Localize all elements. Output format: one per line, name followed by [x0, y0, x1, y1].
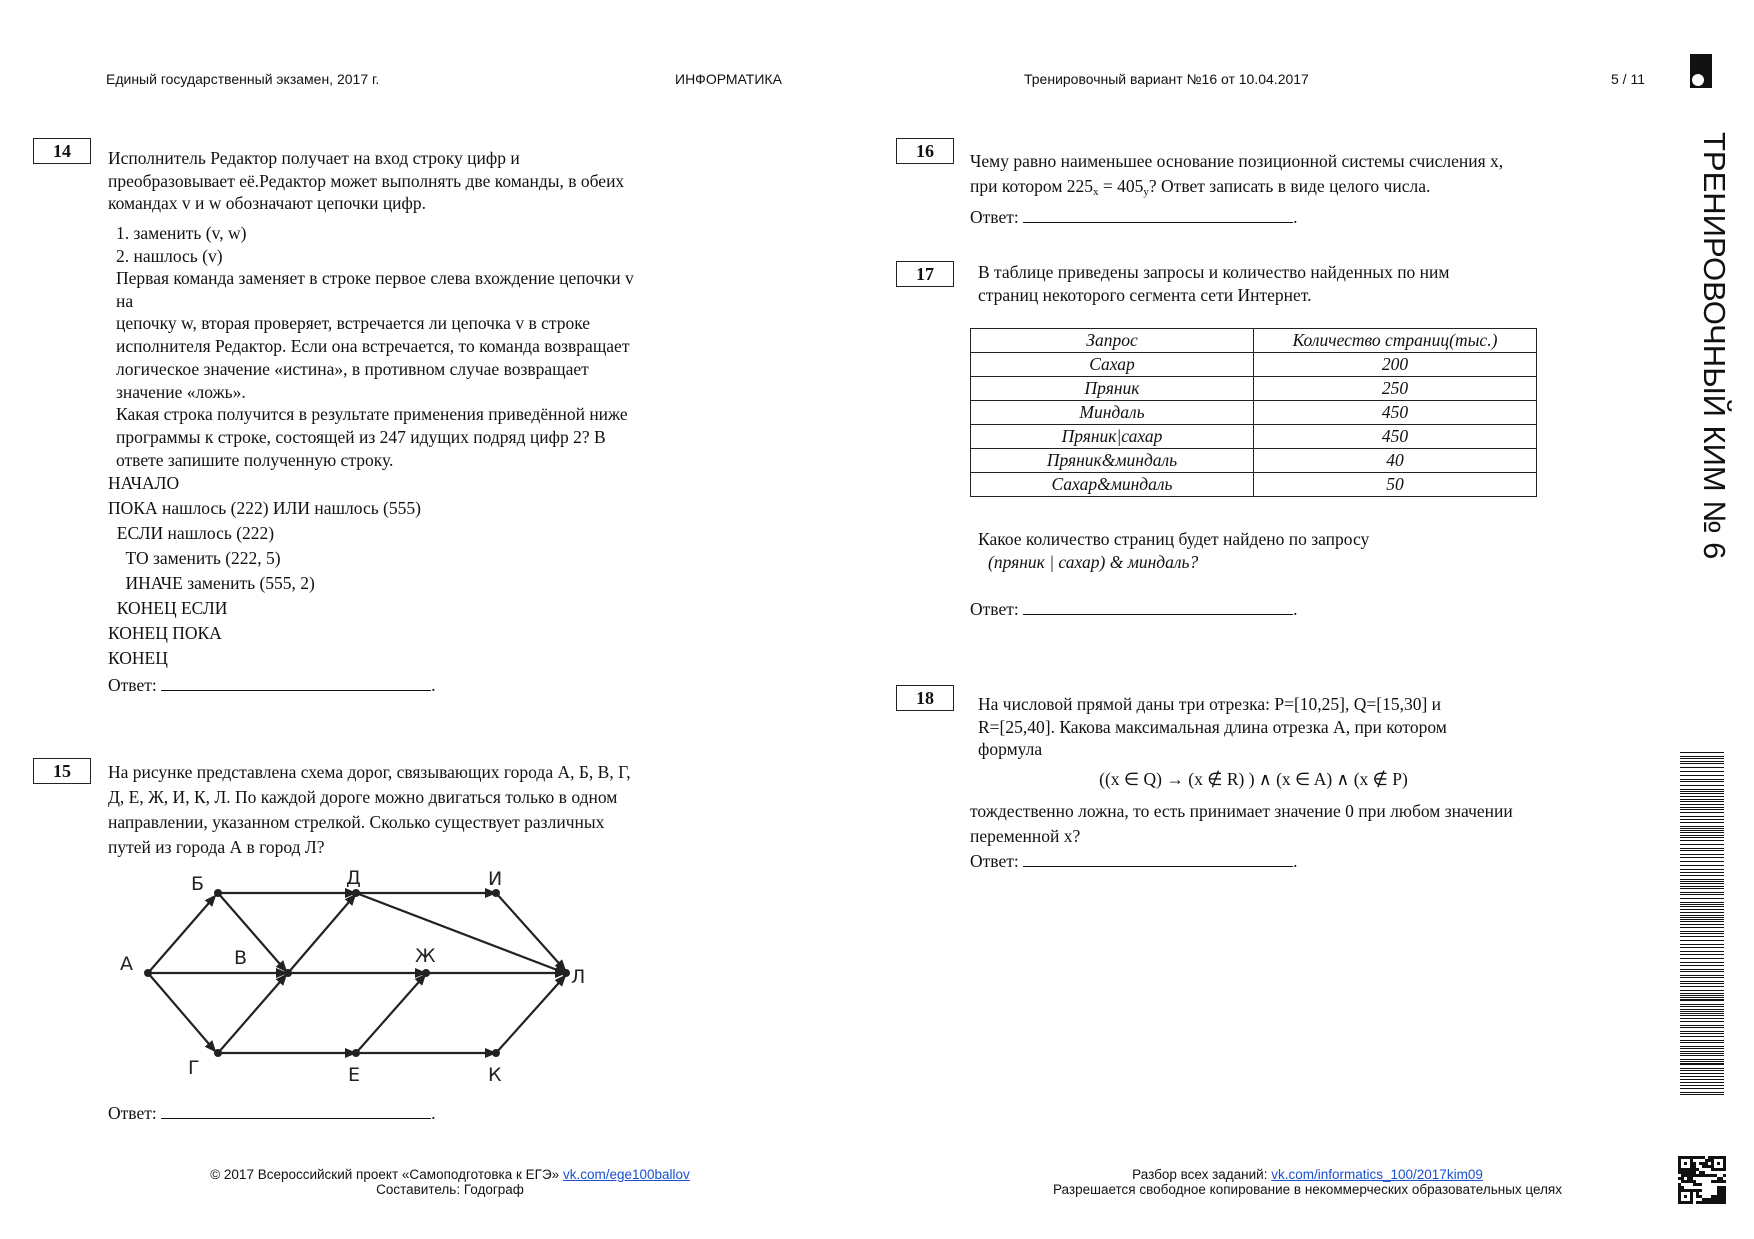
q17-query: (пряник | сахар) & миндаль? [988, 551, 1199, 572]
question-number-17: 17 [896, 261, 954, 287]
q17-answer: Ответ: . [970, 599, 1298, 619]
table-row: Сахар&миндаль 50 [971, 473, 1537, 497]
q16-text: Чему равно наименьшее основание позиционной системы счисления x, при котором $225_x = 405_y$? Ответ записать в виде целого числа. Ответ: . [970, 151, 1504, 227]
q16-answer-field[interactable] [1023, 208, 1293, 223]
q18-answer-field[interactable] [1023, 852, 1293, 867]
q17-answer-field[interactable] [1023, 600, 1293, 615]
q14-program: НАЧАЛО ПОКА нашлось (222) ИЛИ нашлось (555) ЕСЛИ нашлось (222) ТО заменить (222, 5) ИНАЧЕ заменить (555, 2) КОНЕЦ ЕСЛИ КОНЕЦ ПОКА КОНЕЦ [108, 473, 421, 668]
node-e-label: Е [348, 1064, 361, 1086]
node-b-label: Б [191, 873, 205, 895]
q14-commands: 1. заменить (v, w) 2. нашлось (v) [116, 223, 247, 266]
question-number-18: 18 [896, 685, 954, 711]
node-d-label: Д [346, 867, 361, 889]
q15-text: На рисунке представлена схема дорог, связывающих города А, Б, В, Г, Д, Е, Ж, И, К, Л. По каждой дороге можно двигаться только в одном направлении, указанном стрелкой. Сколько существует различных путей из города А в город Л? [108, 762, 631, 857]
q14-answer: Ответ: . [108, 675, 436, 695]
table-row: Пряник&миндаль 40 [971, 449, 1537, 473]
edge-b-v [218, 893, 286, 971]
edge-d-l [356, 893, 565, 973]
q15-answer-field[interactable] [161, 1104, 431, 1119]
q17-intro: В таблице приведены запросы и количество найденных по ним страниц некоторого сегмента сети Интернет. [978, 262, 1450, 305]
node-l-label: Л [571, 966, 586, 988]
question-number-16: 16 [896, 138, 954, 164]
q17-question: Какое количество страниц будет найдено по запросу (пряник | сахар) & миндаль? [978, 529, 1370, 572]
node-zh-label: Ж [415, 945, 436, 967]
road-graph [110, 862, 600, 1092]
q18-formula: ((x ∈ Q) → (x ∉ R) ) ∧ (x ∈ A) ∧ (x ∉ P) [1099, 769, 1408, 789]
corner-mark-icon [1690, 54, 1712, 88]
edge-e-zh [356, 975, 425, 1053]
node-k-label: К [488, 1064, 502, 1086]
variant-header: Тренировочный вариант №16 от 10.04.2017 [1024, 71, 1309, 87]
q14-intro: Исполнитель Редактор получает на вход строку цифр и преобразовывает её.Редактор может выполнять две команды, в обеих командах v и w обозначают цепочки цифр. [108, 148, 625, 214]
edge-a-g [148, 973, 215, 1051]
subject-header: ИНФОРМАТИКА [675, 71, 782, 87]
table-row: Сахар 200 [971, 353, 1537, 377]
node-a-label: А [120, 953, 133, 975]
q18-intro: На числовой прямой даны три отрезка: P=[10,25], Q=[15,30] и R=[25,40]. Какова максимальная длина отрезка A, при котором формула [978, 694, 1447, 760]
side-title: ТРЕНИРОВОЧНЫЙ КИМ № 6 [1697, 132, 1732, 560]
barcode [1680, 752, 1724, 1102]
edge-i-l [496, 893, 565, 970]
query-table [970, 328, 1537, 497]
question-number-14: 14 [33, 138, 91, 164]
q14-answer-field[interactable] [161, 676, 431, 691]
node-v-label: В [234, 947, 248, 969]
footer-right-link[interactable]: vk.com/informatics_100/2017kim09 [1271, 1167, 1483, 1182]
table-row: Миндаль 450 [971, 401, 1537, 425]
edge-a-b [148, 896, 215, 973]
q18-outro: тождественно ложна, то есть принимает значение 0 при любом значении переменной x? Ответ: . [970, 801, 1513, 871]
footer-left: © 2017 Всероссийский проект «Самоподготовка к ЕГЭ» vk.com/ege100ballov Составитель: Годограф [210, 1167, 690, 1197]
edge-g-v [218, 975, 286, 1053]
node-i-label: И [488, 868, 503, 890]
edge-k-l [496, 976, 565, 1053]
question-number-15: 15 [33, 758, 91, 784]
table-row: Пряник 250 [971, 377, 1537, 401]
edge-v-d [288, 895, 355, 973]
qr-code [1678, 1156, 1726, 1204]
table-header: Запрос [971, 329, 1254, 353]
table-header: Количество страниц(тыс.) [1254, 329, 1537, 353]
footer-right: Разбор всех заданий: vk.com/informatics_100/2017kim09 Разрешается свободное копирование в некоммерческих образовательных целях [1053, 1167, 1562, 1197]
page-number: 5 / 11 [1611, 71, 1645, 87]
q14-body: Первая команда заменяет в строке первое слева вхождение цепочки v на цепочку w, вторая проверяет, встречается ли цепочка v в строке исполнителя Редактор. Если она встречается, то команда возвращает логическое значение «истина», в противном случае возвращает значение «ложь». Какая строка получится в результате применения приведённой ниже программы к строке, состоящей из 247 идущих подряд цифр 2? В ответе запишите полученную строку. [116, 268, 634, 470]
footer-left-link[interactable]: vk.com/ege100ballov [562, 1167, 690, 1182]
exam-header: Единый государственный экзамен, 2017 г. [106, 71, 380, 87]
table-row: Пряник|сахар 450 [971, 425, 1537, 449]
node-g-label: Г [188, 1057, 200, 1079]
q15-answer: Ответ: . [108, 1103, 436, 1123]
